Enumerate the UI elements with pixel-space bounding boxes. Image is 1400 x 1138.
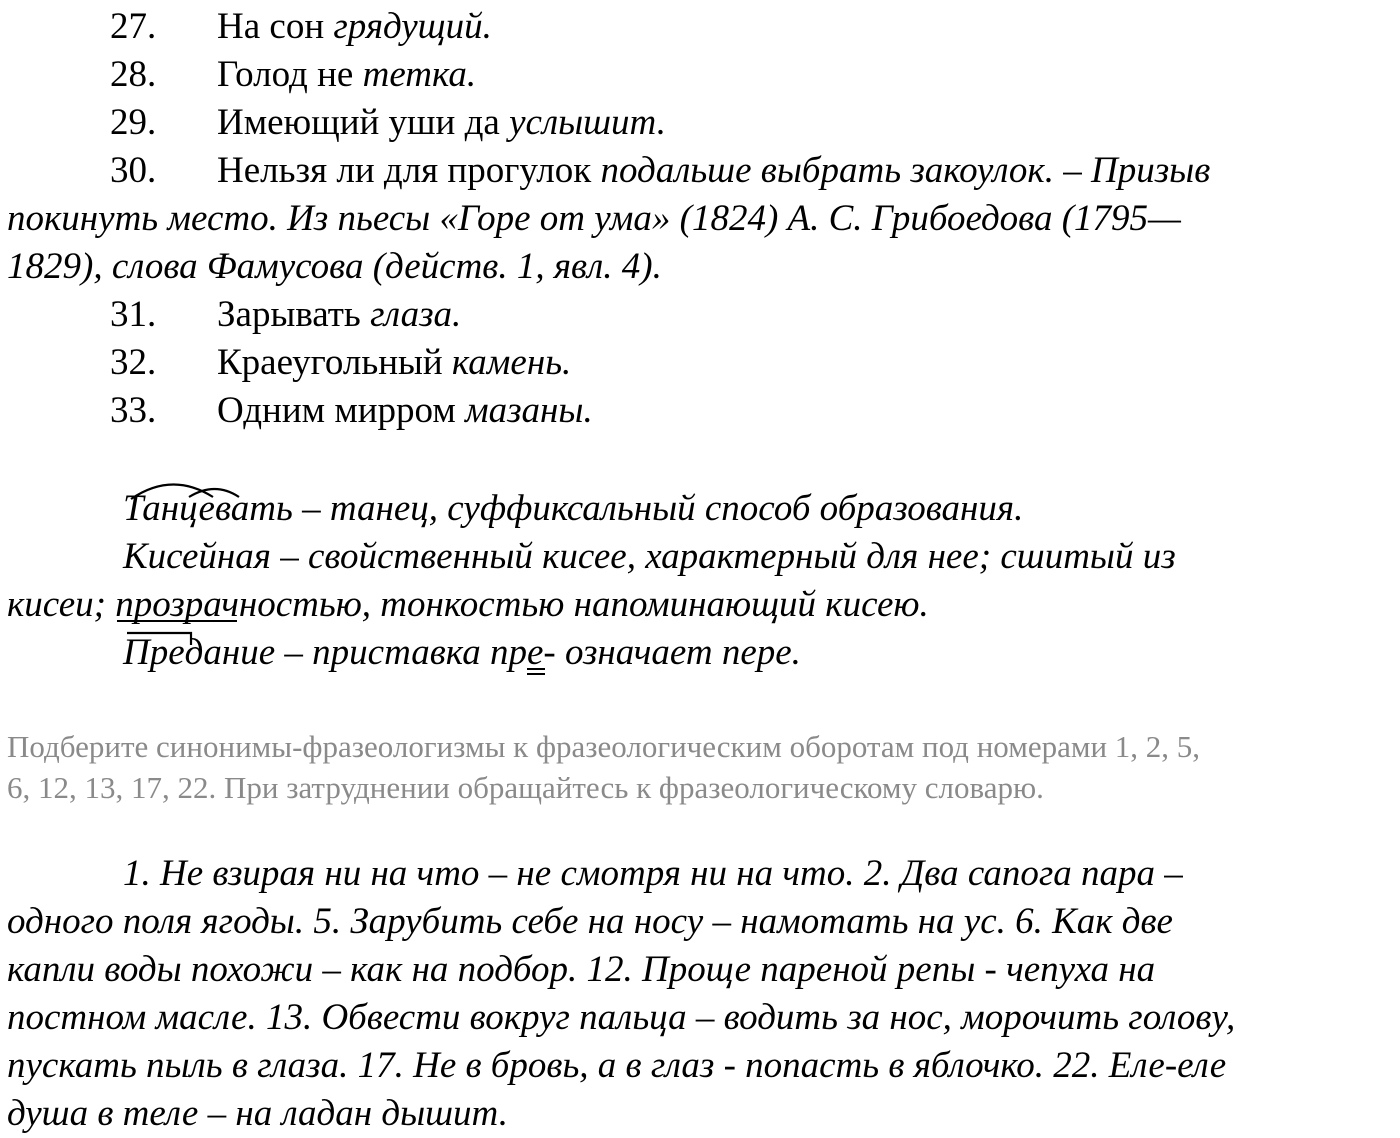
word-analysis [7,485,1397,677]
task-line: 6, 12, 13, 17, 22. При затруднении обращайтесь к фразеологическому словарю. [7,770,1044,805]
item-number: 30. [110,150,157,191]
analysis-line-predanie: Предание – приставка пре - означает пере. [7,629,1397,677]
underlined-word: прозрачностью [115,584,362,625]
item-text: Голод не тетка. [217,54,477,95]
item-number: 29. [110,102,157,143]
item-text: Имеющий уши да услышит. [217,102,666,143]
answer-line: одного поля ягоды. 5. Зарубить себе на носу – намотать на ус. 6. Как две [7,901,1173,942]
analysis-line-kiseynaya-cont: кисеи; прозрачностью , тонкостью напоминающий кисею. [7,581,1397,629]
task-instruction [7,726,1397,808]
list-item-30-continuation [7,195,1397,291]
item-text: На сон грядущий. [217,6,492,47]
item-number: 33. [110,390,157,431]
item-text: Одним мирром мазаны. [217,390,593,431]
morpheme-marked-word: Танцевать [123,485,293,533]
item-text: Краеугольный камень. [217,342,572,383]
answer-paragraph [7,850,1397,1138]
answer-line: 1. Не взирая ни на что – не смотря ни на что. 2. Два сапога пара – [123,853,1183,894]
analysis-line-tancevat: Танцевать – танец, суффиксальный способ образования. [7,485,1397,533]
text-line: покинуть место. Из пьесы «Горе от ума» (1824) А. С. Грибоедова (1795— [7,198,1181,239]
text-line: 1829), слова Фамусова (действ. 1, явл. 4). [7,246,662,287]
item-number: 27. [110,6,157,47]
item-number: 31. [110,294,157,335]
answer-line: пускать пыль в глаза. 17. Не в бровь, а в глаз - попасть в яблочко. 22. Еле-еле [7,1045,1227,1086]
answer-line: капли воды похожи – как на подбор. 12. Проще пареной репы - чепуха на [7,949,1156,990]
task-line: Подберите синонимы-фразеологизмы к фразеологическим оборотам под номерами 1, 2, 5, [7,729,1201,764]
item-text: Зарывать глаза. [217,294,462,335]
answer-line: постном масле. 13. Обвести вокруг пальца – водить за нос, морочить голову, [7,997,1236,1038]
item-text: Нельзя ли для прогулок подальше выбрать закоулок. – Призыв [217,150,1211,191]
item-number: 32. [110,342,157,383]
analysis-line-kiseynaya: Кисейная – свойственный кисее, характерный для нее; сшитый из [123,536,1176,577]
double-underlined-letter: е [527,629,543,677]
prefix-marked-part: Пре [123,629,185,677]
item-number: 28. [110,54,157,95]
answer-line: душа в теле – на ладан дышит. [7,1093,508,1134]
